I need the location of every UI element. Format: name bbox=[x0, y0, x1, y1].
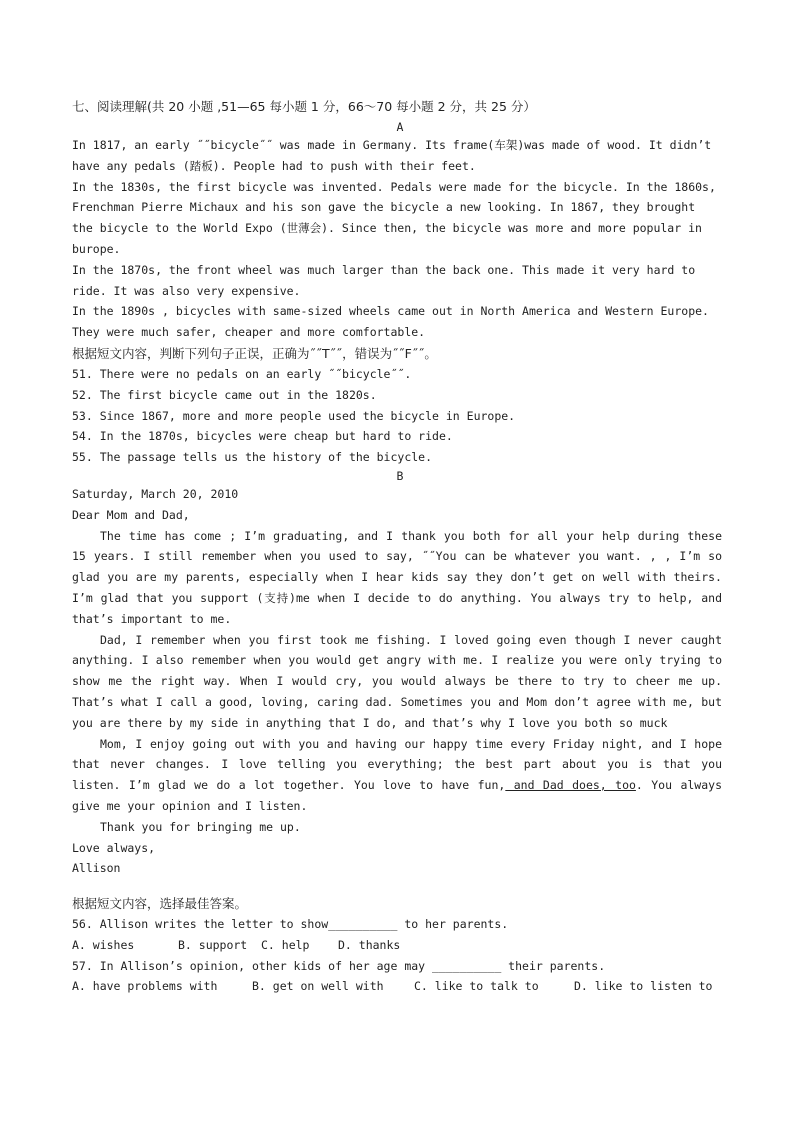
question-51: 51. There were no pedals on an early ˝˝bicycle˝˝. bbox=[72, 366, 412, 381]
underlined-phrase: and Dad does, too bbox=[505, 778, 636, 793]
option-a: A. wishes bbox=[72, 937, 135, 952]
letter-paragraph bbox=[72, 734, 722, 817]
question-53: 53. Since 1867, more and more people used the bicycle in Europe. bbox=[72, 408, 516, 423]
question-57-options bbox=[72, 976, 722, 997]
option-c: C. help bbox=[261, 937, 310, 952]
letter-date: Saturday, March 20, 2010 bbox=[72, 486, 239, 501]
option-d: D. like to listen to bbox=[574, 979, 713, 994]
passage-a-paragraph: In 1817, an early ˝˝bicycle˝˝ was made in Germany. Its frame(车架)was made of wood. It didn’t have any pedals (踏板). People had to push with their feet. bbox=[72, 138, 712, 173]
question-54: 54. In the 1870s, bicycles were cheap but hard to ride. bbox=[72, 429, 453, 444]
option-b: B. get on well with bbox=[252, 979, 384, 994]
passage-a-paragraph: In the 1830s, the first bicycle was invented. Pedals were made for the bicycle. In the 1860s, Frenchman Pierre Michaux and his son gave the bicycle a new looking. In 1867, they brought the bicycle to the World Expo (世薄会). Since then, the bicycle was more and more popular in burope. bbox=[72, 179, 716, 256]
letter bbox=[72, 484, 722, 879]
document-page bbox=[72, 98, 722, 997]
letter-text: Mom, I enjoy going out with you and having our happy time every Friday night, and I hope that never changes. I love telling you everything; the best part about you is that you listen. I’m glad we do a lot together. You love to have fun, bbox=[72, 736, 722, 793]
passage-a-paragraph: In the 1870s, the front wheel was much larger than the back one. This made it very hard to ride. It was also very expensive. bbox=[72, 262, 696, 298]
passage-b-label: B bbox=[396, 468, 404, 483]
question-56: 56. Allison writes the letter to show__________ to her parents. bbox=[72, 917, 509, 932]
letter-paragraph: Thank you for bringing me up. bbox=[100, 819, 301, 834]
passage-a-paragraph: In the 1890s , bicycles with same-sized wheels came out in North America and Western Europe. They were much safer, cheaper and more comfortable. bbox=[72, 304, 709, 340]
letter-closing: Love always, bbox=[72, 840, 156, 855]
section-heading: 七、阅读理解(共 20 小题 ,51—65 每小题 1 分，66～70 每小题 2 分，共 25 分） bbox=[72, 99, 536, 114]
letter-paragraph: The time has come ; I’m graduating, and I thank you both for all your help during these 15 years. I still remember when you used to say, ˝˝You can be whatever you want. , , I’m so glad you are my parents, especially when I hear kids say they don’t get on well with theirs. I’m glad that you support (支持)me when I decide to do anything. You always try to help, and that’s important to me. bbox=[72, 528, 722, 626]
true-false-instruction: 根据短文内容，判断下列句子正误，正确为˝˝T˝˝，错误为˝˝F˝˝。 bbox=[72, 345, 437, 361]
letter-text: . You always give me your opinion and I listen. bbox=[72, 778, 722, 813]
letter-signature: Allison bbox=[72, 861, 121, 876]
passage-a-label: A bbox=[396, 120, 404, 134]
question-57: 57. In Allison’s opinion, other kids of her age may __________ their parents. bbox=[72, 958, 606, 973]
option-a: A. have problems with bbox=[72, 979, 218, 994]
letter-paragraph: Dad, I remember when you first took me fishing. I loved going even though I never caught anything. I also remember when you would get angry with me. I realize you were only trying to show me the right way. When I would cry, you would always be there to try to cheer me up. That’s what I call a good, loving, caring dad. Sometimes you and Mom don’t agree with me, but you are there by my side in anything that I do, and that’s why I love you both so muck bbox=[72, 632, 722, 730]
question-56-options bbox=[72, 935, 722, 956]
option-d: D. thanks bbox=[338, 937, 401, 952]
option-c: C. like to talk to bbox=[414, 979, 539, 994]
option-b: B. support bbox=[178, 937, 248, 952]
question-52: 52. The first bicycle came out in the 1820s. bbox=[72, 387, 377, 402]
question-55: 55. The passage tells us the history of the bicycle. bbox=[72, 450, 433, 465]
letter-salutation: Dear Mom and Dad, bbox=[72, 507, 190, 522]
multiple-choice-instruction: 根据短文内容，选择最佳答案。 bbox=[72, 896, 248, 912]
